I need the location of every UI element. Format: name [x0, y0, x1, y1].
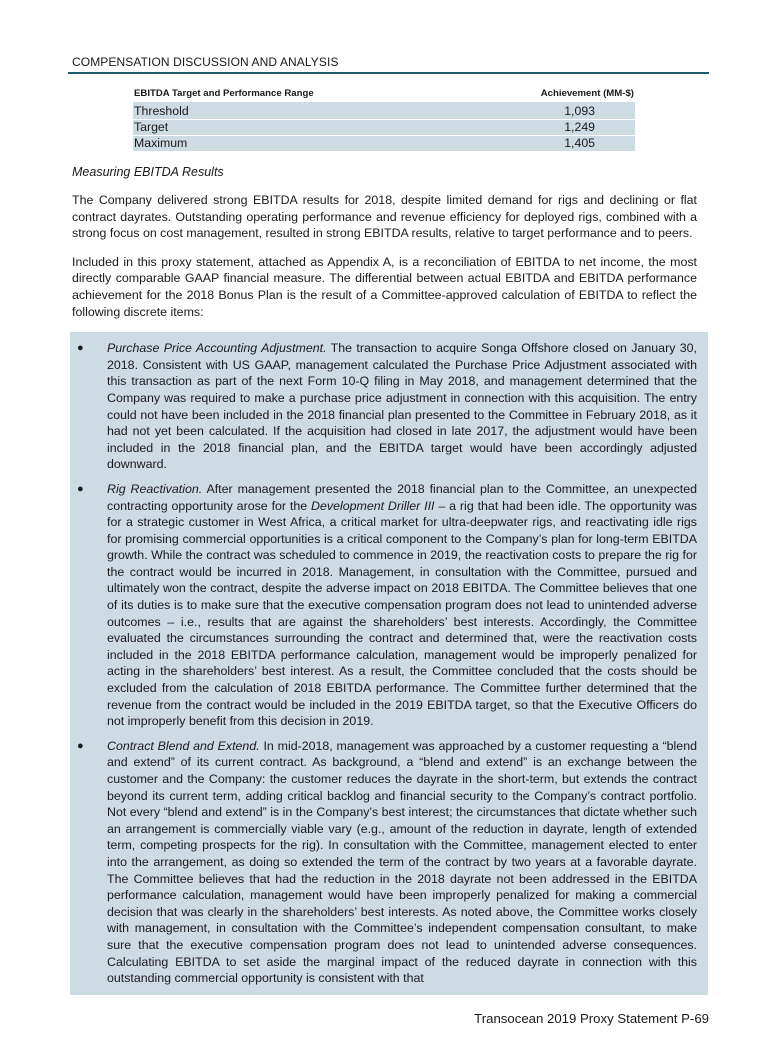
paragraph: Included in this proxy statement, attached as Appendix A, is a reconciliation of EBITDA to net income, the most directly comparable GAAP financial measure. The differential between actual EBITDA and EBITDA performance achievement for the 2018 Bonus Plan is the result of a Committee-approved calculation of EBITDA to reflect the following discrete items: [72, 254, 697, 319]
table-row [133, 136, 635, 152]
cell-level: Maximum [133, 136, 462, 152]
paragraph: The Company delivered strong EBITDA results for 2018, despite limited demand for rigs and declining or flat contract dayrates. Outstanding operating performance and revenue efficiency for deployed rigs, combined with a strong focus on cost management, resulted in strong EBITDA results, relative to target performance and to peers. [72, 193, 697, 241]
bullet-icon: ● [77, 342, 84, 355]
subheading: Measuring EBITDA Results [72, 165, 224, 179]
cell-value: 1,093 [462, 103, 635, 120]
bullet-title: Contract Blend and Extend. [107, 738, 260, 753]
column-header: Achievement (MM-$) [462, 88, 635, 103]
table-header-row [133, 88, 635, 103]
bullet-icon: ● [77, 482, 84, 495]
rig-name: Development Driller III [311, 498, 435, 513]
bullet-item [77, 738, 698, 987]
bullet-body: The transaction to acquire Songa Offshore closed on January 30, 2018. Consistent with US GAAP, management calculated the Purchase Price Adjustment associated with this transaction as part of the next Form 10-Q filing in May 2018, and management determined that the Company was required to make a purchase price adjustment in connection with this acquisition. The entry could not have been included in the 2018 financial plan presented to the Committee in February 2018, as it had not yet been calculated. If the acquisition had closed in late 2017, the adjustment would have been included in the 2018 financial plan, and the EBITDA target would have been accordingly adjusted downward. [107, 341, 697, 472]
cell-value: 1,405 [462, 136, 635, 152]
table-row [133, 120, 635, 136]
bullet-body: In mid-2018, management was approached by a customer requesting a “blend and extend” of its current contract. As background, a “blend and extend” is an exchange between the customer and the Company: the customer reduces the dayrate in the short-term, but extends the contract beyond its current term, adding critical backlog and financial security to the Company’s contract portfolio. Not every “blend and extend” is in the Company’s best interest; the circumstances that dictate whether such an arrangement is commercially viable vary (e.g., amount of the reduction in dayrate, length of extended term, competing prospects for the rig). In consultation with the Committee, management elected to enter into the arrangement, as doing so extended the term of the contract by two years at a favorable dayrate. The Committee believes that had the reduction in the 2018 dayrate not been addressed in the EBITDA performance calculation, management would have been improperly penalized for making a commercial decision that was clearly in the shareholders’ best interests. As noted above, the Committee works closely with management, in consultation with the Committee’s independent compensation consultant, to make sure that the executive compensation program does not lead to unintended adverse consequences. Calculating EBITDA to set aside the marginal impact of the reduced dayrate in connection with this outstanding commercial opportunity is consistent with that [107, 738, 698, 986]
column-header: EBITDA Target and Performance Range [133, 88, 462, 103]
cell-level: Threshold [133, 103, 462, 120]
bullet-title: Purchase Price Accounting Adjustment. [107, 341, 327, 356]
table-row [133, 103, 635, 120]
shaded-box [70, 332, 708, 995]
header-rule [68, 72, 709, 74]
cell-level: Target [133, 120, 462, 136]
bullet-icon: ● [77, 739, 84, 752]
bullet-item [77, 340, 697, 473]
bullet-body: – a rig that had been idle. The opportunity was for a strategic customer in West Africa, a critical market for ultra-deepwater rigs, and reactivating idle rigs for promising commercial opportunities is a critical component to the Company’s plan for long-term EBITDA growth. While the contract was scheduled to commence in 2019, the reactivation costs to prepare the rig for the contract would be incurred in 2018. Management, in consultation with the Committee, pursued and ultimately won the contract, despite the adverse impact on 2018 EBITDA. The Committee believes that one of its duties is to make sure that the executive compensation program does not lead to unintended adverse outcomes – i.e., results that are against the shareholders’ best interests. Accordingly, the Committee evaluated the circumstances surrounding the contract and determined that, were the reactivation costs included in the 2018 EBITDA performance calculation, management would be improperly penalized for acting in the shareholders’ best interest. As a result, the Committee concluded that the costs should be excluded from the calculation of 2018 EBITDA performance. The Committee further determined that the revenue from the contract would be included in the 2019 EBITDA target, so that the Executive Officers do not improperly benefit from this decision in 2019. [107, 498, 698, 729]
section-header: COMPENSATION DISCUSSION AND ANALYSIS [72, 55, 339, 69]
bullet-title: Rig Reactivation. [107, 481, 203, 496]
bullet-item [77, 481, 698, 730]
ebitda-range-table [133, 88, 635, 152]
bullet-body: After management presented the 2018 financial plan to the Committee, an unexpected contracting opportunity arose for the [107, 481, 697, 513]
cell-value: 1,249 [462, 120, 635, 136]
page-footer: Transocean 2019 Proxy Statement P-69 [474, 1010, 709, 1026]
